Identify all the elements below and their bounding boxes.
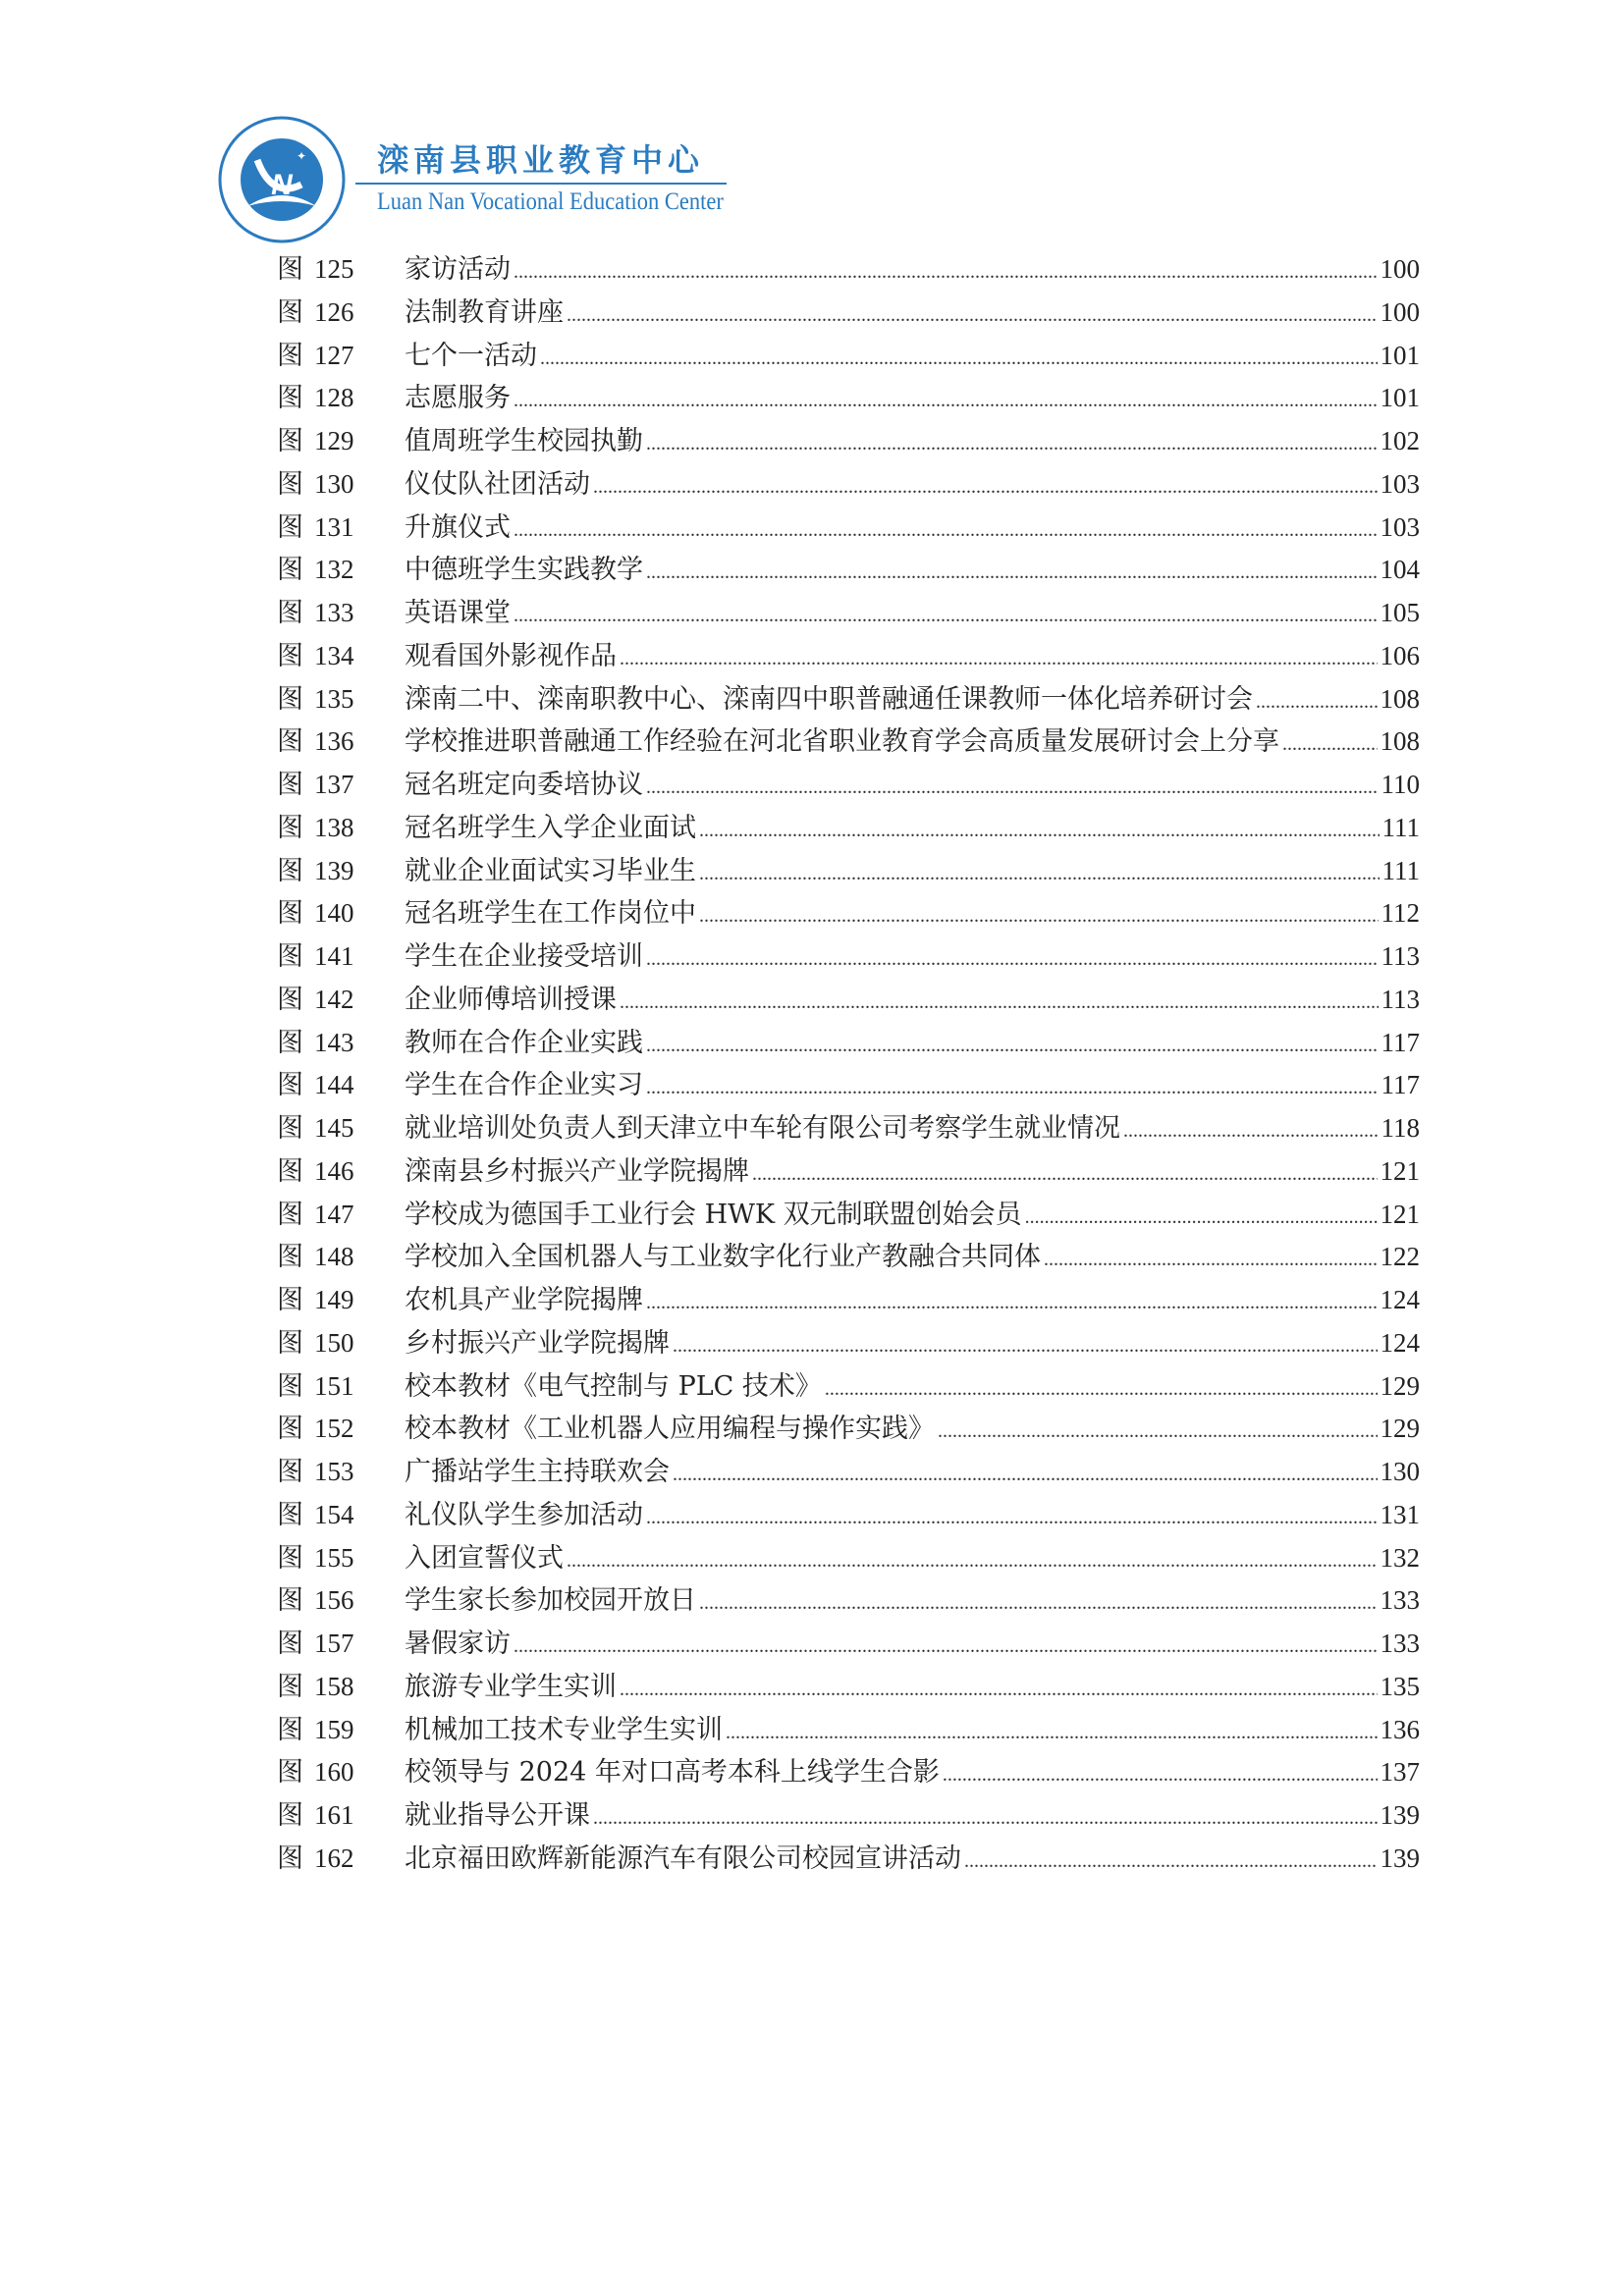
page-number: 101 (1380, 340, 1420, 370)
page-number: 129 (1380, 1370, 1420, 1401)
toc-entry[interactable] (277, 721, 1420, 764)
fig-label: 图 (277, 426, 303, 456)
toc-entry[interactable] (277, 1022, 1420, 1065)
page-number: 105 (1380, 598, 1420, 627)
fig-label: 图 (277, 941, 303, 972)
fig-label: 图 (277, 511, 303, 543)
fig-label: 图 (277, 1542, 303, 1574)
fig-label: 图 (277, 898, 303, 930)
page-number: 100 (1380, 254, 1420, 284)
toc-entry[interactable] (277, 1365, 1420, 1409)
fig-title: 礼仪队学生参加活动 (405, 1499, 643, 1530)
fig-label: 图 (277, 1499, 303, 1530)
fig-title: 英语课堂 (405, 598, 511, 628)
fig-title: 乡村振兴产业学院揭牌 (405, 1327, 670, 1359)
toc-entry[interactable] (277, 1666, 1420, 1709)
page-number: 100 (1380, 296, 1420, 327)
page-number: 118 (1380, 1113, 1420, 1143)
toc-entry[interactable] (277, 678, 1420, 721)
dot-leader (514, 251, 1378, 294)
toc-entry[interactable] (277, 1494, 1420, 1537)
toc-entry[interactable] (277, 807, 1420, 850)
fig-number: 150 (314, 1327, 354, 1358)
fig-title: 校本教材《电气控制与 PLC 技术》 (405, 1370, 822, 1402)
fig-title: 入团宣誓仪式 (405, 1542, 564, 1574)
dot-leader (943, 1754, 1378, 1797)
dot-leader (646, 1497, 1378, 1540)
page-number: 121 (1380, 1155, 1420, 1186)
fig-number: 145 (314, 1113, 354, 1143)
dot-leader (673, 1325, 1378, 1368)
fig-title: 升旗仪式 (405, 511, 511, 543)
fig-label: 图 (277, 1800, 303, 1831)
dot-leader (699, 1582, 1378, 1626)
dot-leader (540, 338, 1378, 381)
fig-label: 图 (277, 1585, 303, 1617)
page-number: 110 (1380, 770, 1420, 799)
fig-label: 图 (277, 383, 303, 414)
fig-label: 图 (277, 855, 303, 886)
fig-title: 机械加工技术专业学生实训 (405, 1714, 723, 1745)
dot-leader (593, 466, 1378, 509)
fig-number: 149 (314, 1285, 354, 1314)
fig-title: 冠名班学生入学企业面试 (405, 812, 696, 843)
fig-title: 学生在合作企业实习 (405, 1070, 643, 1101)
dot-leader (620, 1669, 1378, 1712)
dot-leader (699, 895, 1379, 938)
fig-title: 旅游专业学生实训 (405, 1671, 617, 1702)
dot-leader (514, 509, 1378, 553)
toc-entry[interactable] (277, 1537, 1420, 1580)
fig-number: 162 (314, 1842, 354, 1873)
toc-entry[interactable] (277, 1579, 1420, 1623)
fig-label: 图 (277, 555, 303, 586)
page-number: 106 (1380, 640, 1420, 670)
fig-title: 滦南二中、滦南职教中心、滦南四中职普融通任课教师一体化培养研讨会 (405, 683, 1253, 715)
fig-label: 图 (277, 468, 303, 500)
dot-leader (673, 1454, 1378, 1497)
toc-entry[interactable] (277, 248, 1420, 292)
fig-label: 图 (277, 1629, 303, 1659)
dot-leader (1025, 1197, 1378, 1240)
toc-entry[interactable] (277, 1064, 1420, 1107)
dot-leader (699, 853, 1380, 896)
fig-title: 滦南县乡村振兴产业学院揭牌 (405, 1155, 749, 1187)
fig-title: 暑假家访 (405, 1629, 511, 1659)
fig-title: 观看国外影视作品 (405, 640, 617, 671)
fig-title: 七个一活动 (405, 340, 537, 371)
fig-label: 图 (277, 1714, 303, 1745)
fig-title: 中德班学生实践教学 (405, 555, 643, 586)
dot-leader (646, 1282, 1378, 1325)
toc-entry[interactable] (277, 463, 1420, 507)
fig-title: 农机具产业学院揭牌 (405, 1285, 643, 1315)
page-number: 104 (1380, 555, 1420, 585)
fig-label: 图 (277, 1199, 303, 1230)
fig-label: 图 (277, 1842, 303, 1874)
toc-entry[interactable] (277, 935, 1420, 979)
fig-label: 图 (277, 812, 303, 843)
fig-label: 图 (277, 1370, 303, 1402)
fig-label: 图 (277, 1671, 303, 1702)
dot-leader (752, 1153, 1378, 1197)
toc-entry[interactable] (277, 1194, 1420, 1237)
fig-title: 校领导与 2024 年对口高考本科上线学生合影 (405, 1757, 940, 1789)
fig-number: 157 (314, 1629, 354, 1658)
org-name-cn: 滦南县职业教育中心 (377, 141, 705, 179)
fig-title: 家访活动 (405, 254, 511, 285)
fig-label: 图 (277, 1285, 303, 1315)
fig-number: 147 (314, 1199, 354, 1229)
fig-title: 学生家长参加校园开放日 (405, 1585, 696, 1617)
fig-number: 148 (314, 1242, 354, 1272)
page-number: 130 (1380, 1457, 1420, 1486)
fig-label: 图 (277, 1457, 303, 1487)
page-number: 113 (1380, 941, 1420, 971)
toc-entry[interactable] (277, 635, 1420, 678)
fig-title: 值周班学生校园执勤 (405, 426, 643, 456)
fig-title: 志愿服务 (405, 383, 511, 414)
fig-number: 144 (314, 1070, 354, 1100)
fig-number: 137 (314, 770, 354, 799)
dot-leader (646, 938, 1379, 982)
dot-leader (646, 423, 1378, 466)
dot-leader (646, 767, 1379, 810)
page-number: 137 (1380, 1757, 1420, 1788)
toc-entry[interactable] (277, 377, 1420, 420)
fig-number: 151 (314, 1370, 354, 1401)
fig-number: 128 (314, 383, 354, 413)
fig-label: 图 (277, 296, 303, 328)
toc-entry[interactable] (277, 1236, 1420, 1279)
dot-leader (964, 1841, 1378, 1884)
page-number: 103 (1380, 511, 1420, 542)
fig-number: 161 (314, 1800, 354, 1830)
fig-label: 图 (277, 1242, 303, 1273)
page-number: 139 (1380, 1800, 1420, 1830)
toc-entry[interactable] (277, 1751, 1420, 1794)
dot-leader (699, 810, 1380, 853)
fig-label: 图 (277, 1757, 303, 1789)
toc-entry[interactable] (277, 892, 1420, 935)
fig-title: 企业师傅培训授课 (405, 984, 617, 1015)
dot-leader (646, 1025, 1379, 1068)
dot-leader (593, 1797, 1378, 1841)
fig-number: 138 (314, 812, 354, 842)
dot-leader (620, 638, 1378, 681)
fig-title: 广播站学生主持联欢会 (405, 1457, 670, 1487)
fig-number: 126 (314, 296, 354, 327)
fig-title: 学生在企业接受培训 (405, 941, 643, 972)
page-number: 122 (1380, 1242, 1420, 1272)
fig-label: 图 (277, 1414, 303, 1445)
fig-number: 153 (314, 1457, 354, 1486)
page-number: 124 (1380, 1285, 1420, 1314)
page-number: 121 (1380, 1199, 1420, 1229)
fig-number: 142 (314, 984, 354, 1014)
dot-leader (726, 1712, 1378, 1755)
toc-entry[interactable] (277, 764, 1420, 807)
toc-entry[interactable] (277, 420, 1420, 463)
fig-number: 125 (314, 254, 354, 284)
fig-label: 图 (277, 254, 303, 285)
toc-entry[interactable] (277, 507, 1420, 550)
toc-entry[interactable] (277, 1838, 1420, 1881)
fig-label: 图 (277, 1113, 303, 1144)
fig-number: 135 (314, 683, 354, 714)
header-divider (355, 183, 727, 185)
dot-leader (938, 1411, 1378, 1454)
toc-entry[interactable] (277, 1150, 1420, 1194)
page-number: 136 (1380, 1714, 1420, 1744)
fig-number: 159 (314, 1714, 354, 1744)
fig-label: 图 (277, 1027, 303, 1058)
page-number: 103 (1380, 468, 1420, 499)
toc-entry[interactable] (277, 549, 1420, 592)
toc-entry[interactable] (277, 1794, 1420, 1838)
toc-entry[interactable] (277, 1709, 1420, 1752)
dot-leader (646, 552, 1378, 595)
toc-entry[interactable] (277, 1107, 1420, 1150)
fig-label: 图 (277, 1327, 303, 1359)
page-number: 111 (1381, 812, 1420, 842)
toc-entry[interactable] (277, 1408, 1420, 1451)
dot-leader (567, 1540, 1378, 1583)
toc-entry[interactable] (277, 292, 1420, 335)
svg-text:N: N (271, 169, 293, 201)
page-number: 139 (1380, 1842, 1420, 1873)
fig-label: 图 (277, 598, 303, 628)
page-number: 124 (1380, 1327, 1420, 1358)
page-number: 108 (1380, 726, 1420, 757)
fig-title: 仪仗队社团活动 (405, 468, 590, 500)
toc-entry[interactable] (277, 1322, 1420, 1365)
toc-entry[interactable] (277, 1451, 1420, 1494)
figure-list (277, 248, 1420, 1881)
page-number: 101 (1380, 383, 1420, 413)
fig-number: 136 (314, 726, 354, 757)
fig-number: 156 (314, 1585, 354, 1616)
page-number: 133 (1380, 1585, 1420, 1616)
fig-number: 130 (314, 468, 354, 499)
dot-leader (1123, 1110, 1379, 1153)
page-number: 133 (1380, 1629, 1420, 1658)
dot-leader (1256, 681, 1378, 724)
dot-leader (646, 1067, 1379, 1110)
fig-title: 就业培训处负责人到天津立中车轮有限公司考察学生就业情况 (405, 1113, 1120, 1144)
fig-title: 北京福田欧辉新能源汽车有限公司校园宣讲活动 (405, 1842, 961, 1874)
fig-label: 图 (277, 770, 303, 800)
dot-leader (1044, 1239, 1378, 1282)
page-number: 102 (1380, 426, 1420, 455)
fig-label: 图 (277, 640, 303, 671)
dot-leader (514, 380, 1378, 423)
fig-title: 学校加入全国机器人与工业数字化行业产教融合共同体 (405, 1242, 1041, 1273)
fig-title: 校本教材《工业机器人应用编程与操作实践》 (405, 1414, 935, 1445)
fig-number: 160 (314, 1757, 354, 1788)
page-number: 117 (1380, 1070, 1420, 1100)
fig-number: 139 (314, 855, 354, 885)
page-number: 132 (1380, 1542, 1420, 1573)
dot-leader (620, 982, 1379, 1025)
fig-label: 图 (277, 1070, 303, 1101)
fig-number: 132 (314, 555, 354, 585)
toc-entry[interactable] (277, 1279, 1420, 1322)
fig-number: 155 (314, 1542, 354, 1573)
dot-leader (567, 294, 1378, 338)
page-number: 113 (1380, 984, 1420, 1014)
fig-label: 图 (277, 1155, 303, 1187)
toc-entry[interactable] (277, 850, 1420, 893)
fig-title: 教师在合作企业实践 (405, 1027, 643, 1058)
fig-title: 学校成为德国手工业行会 HWK 双元制联盟创始会员 (405, 1199, 1022, 1230)
fig-number: 154 (314, 1499, 354, 1529)
dot-leader (514, 595, 1378, 638)
fig-label: 图 (277, 726, 303, 758)
page-number: 131 (1380, 1499, 1420, 1529)
svg-text:✦: ✦ (297, 149, 307, 163)
fig-number: 141 (314, 941, 354, 971)
toc-entry[interactable] (277, 335, 1420, 378)
fig-number: 133 (314, 598, 354, 627)
fig-number: 158 (314, 1671, 354, 1701)
dot-leader (1282, 723, 1378, 767)
toc-entry[interactable] (277, 1623, 1420, 1666)
fig-number: 143 (314, 1027, 354, 1057)
page-number: 108 (1380, 683, 1420, 714)
fig-label: 图 (277, 340, 303, 371)
fig-number: 146 (314, 1155, 354, 1186)
fig-number: 152 (314, 1414, 354, 1444)
toc-entry[interactable] (277, 592, 1420, 635)
org-name-en: Luan Nan Vocational Education Center (377, 188, 724, 215)
page-number: 135 (1380, 1671, 1420, 1701)
dot-leader (514, 1626, 1378, 1669)
page-number: 129 (1380, 1414, 1420, 1444)
page-number: 111 (1381, 855, 1420, 885)
school-logo (218, 116, 346, 243)
fig-title: 冠名班定向委培协议 (405, 770, 643, 800)
fig-number: 134 (314, 640, 354, 670)
fig-title: 就业指导公开课 (405, 1800, 590, 1831)
fig-number: 131 (314, 511, 354, 542)
fig-label: 图 (277, 683, 303, 715)
fig-number: 127 (314, 340, 354, 370)
toc-entry[interactable] (277, 979, 1420, 1022)
fig-title: 就业企业面试实习毕业生 (405, 855, 696, 886)
fig-label: 图 (277, 984, 303, 1015)
fig-number: 129 (314, 426, 354, 455)
fig-title: 学校推进职普融通工作经验在河北省职业教育学会高质量发展研讨会上分享 (405, 726, 1279, 758)
page-number: 112 (1380, 898, 1420, 929)
dot-leader (825, 1368, 1378, 1412)
page-number: 117 (1380, 1027, 1420, 1057)
fig-title: 冠名班学生在工作岗位中 (405, 898, 696, 930)
fig-number: 140 (314, 898, 354, 929)
fig-title: 法制教育讲座 (405, 296, 564, 328)
